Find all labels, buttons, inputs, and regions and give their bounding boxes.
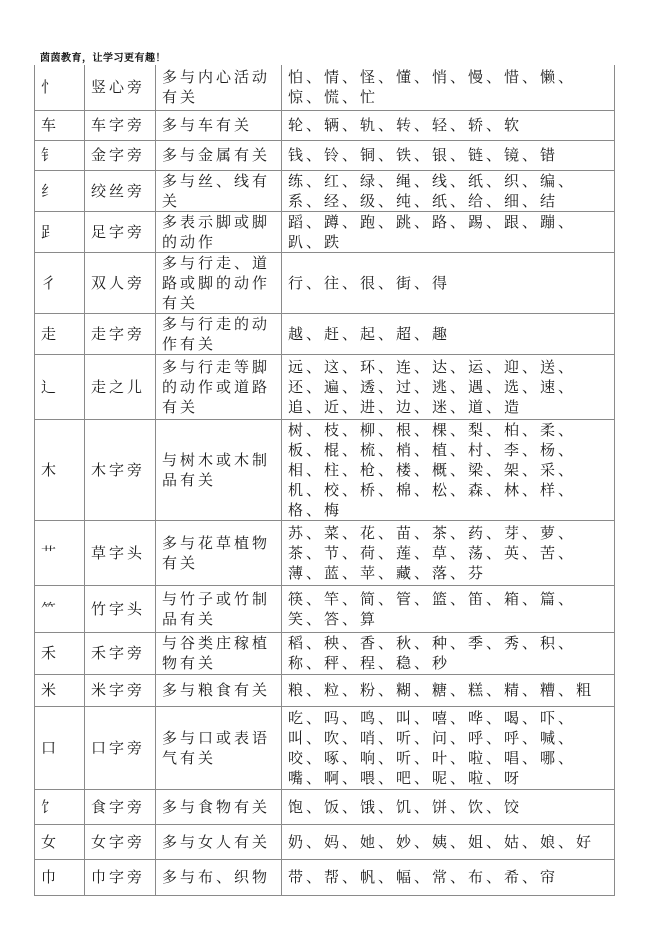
meaning-cell: 与树木或木制品有关 — [156, 419, 282, 520]
radical-cell: 饣 — [35, 789, 85, 824]
table-row — [35, 859, 615, 895]
table-row — [35, 313, 615, 354]
examples-text: 带、帮、帆、幅、常、布、希、帘 — [288, 868, 559, 886]
examples-cell — [282, 674, 615, 706]
examples-text: 饱、饭、饿、饥、饼、饮、饺 — [288, 797, 523, 816]
examples-text: 怕、情、怪、懂、悄、慢、惜、懒、惊、慌、忙 — [288, 68, 577, 107]
meaning-cell: 多与丝、线有关 — [156, 170, 282, 211]
radical-name-cell: 走之儿 — [85, 354, 156, 419]
radical-name-cell: 双人旁 — [85, 252, 156, 313]
table-row — [35, 170, 615, 211]
radical-cell: 纟 — [35, 170, 85, 211]
radical-cell: 辶 — [35, 354, 85, 419]
meaning-cell: 多与内心活动有关 — [156, 65, 282, 110]
table-row — [35, 824, 615, 859]
radical-name-cell: 米字旁 — [85, 674, 156, 706]
radical-cell: 艹 — [35, 520, 85, 585]
examples-text: 越、赶、起、超、趣 — [288, 324, 451, 343]
examples-cell — [282, 65, 615, 110]
radical-name-cell: 草字头 — [85, 520, 156, 585]
examples-text: 行、往、很、街、得 — [288, 273, 451, 292]
examples-text: 筷、竿、简、管、篮、笛、箱、篇、笑、答、算 — [288, 589, 577, 628]
table-row — [35, 140, 615, 170]
radical-name-cell: 金字旁 — [85, 140, 156, 170]
table-row — [35, 520, 615, 585]
radical-name-cell: 绞丝旁 — [85, 170, 156, 211]
radical-cell: 车 — [35, 110, 85, 140]
examples-text: 钱、铃、铜、铁、银、链、镜、错 — [288, 146, 559, 164]
examples-text: 吃、吗、鸣、叫、嘻、哗、喝、吓、叫、吹、哨、听、问、呼、呼、喊、咬、啄、响、听、叶、啦、唱、哪、嘴、啊、喂、吧、呢、啦、呀 — [288, 708, 577, 787]
radical-name-cell: 木字旁 — [85, 419, 156, 520]
examples-cell — [282, 789, 615, 824]
meaning-cell: 多与花草植物有关 — [156, 520, 282, 585]
meaning-cell: 多与布、织物 — [156, 859, 282, 895]
examples-text: 蹈、蹲、跑、跳、路、踢、跟、蹦、趴、跌 — [288, 212, 577, 251]
examples-cell — [282, 140, 615, 170]
examples-cell — [282, 520, 615, 585]
meaning-cell: 多与口或表语气有关 — [156, 706, 282, 789]
examples-text: 稻、秧、香、秋、种、季、秀、积、称、秤、程、稳、秒 — [288, 634, 577, 672]
examples-text: 练、红、绿、绳、线、纸、织、编、系、经、级、纯、纸、给、细、结 — [288, 171, 577, 210]
meaning-cell: 与竹子或竹制品有关 — [156, 585, 282, 632]
examples-text: 奶、妈、她、妙、姨、姐、姑、娘、好 — [288, 832, 595, 851]
meaning-cell: 多与行走的动作有关 — [156, 313, 282, 354]
examples-cell — [282, 859, 615, 895]
radical-name-cell: 禾字旁 — [85, 632, 156, 674]
examples-text: 轮、辆、轨、转、轻、轿、软 — [288, 116, 523, 134]
examples-cell — [282, 824, 615, 859]
radical-cell: 彳 — [35, 252, 85, 313]
examples-cell — [282, 110, 615, 140]
meaning-cell: 多表示脚或脚的动作 — [156, 211, 282, 252]
radical-cell: 女 — [35, 824, 85, 859]
radical-cell: 口 — [35, 706, 85, 789]
radical-cell: 走 — [35, 313, 85, 354]
radical-name-cell: 走字旁 — [85, 313, 156, 354]
table-row — [35, 632, 615, 674]
table-row — [35, 110, 615, 140]
examples-cell — [282, 354, 615, 419]
examples-cell — [282, 706, 615, 789]
radical-name-cell: 竹字头 — [85, 585, 156, 632]
table-row — [35, 585, 615, 632]
examples-text: 树、枝、柳、根、棵、梨、柏、柔、板、棍、梳、梢、植、村、李、杨、相、柱、枪、楼、概、梁、架、采、机、校、桥、棉、松、森、林、样、格、梅 — [288, 420, 577, 519]
meaning-cell: 多与粮食有关 — [156, 674, 282, 706]
examples-cell — [282, 585, 615, 632]
meaning-cell: 多与食物有关 — [156, 789, 282, 824]
table-row — [35, 419, 615, 520]
radicals-table — [34, 65, 615, 896]
radical-cell: 米 — [35, 674, 85, 706]
radical-cell: 𧾷 — [35, 211, 85, 252]
page-header: 茵茵教育，让学习更有趣！ — [40, 53, 166, 64]
table-row — [35, 211, 615, 252]
meaning-cell: 多与车有关 — [156, 110, 282, 140]
radical-cell: 忄 — [35, 65, 85, 110]
examples-cell — [282, 632, 615, 674]
meaning-cell: 多与行走等脚的动作或道路有关 — [156, 354, 282, 419]
meaning-cell: 与谷类庄稼植物有关 — [156, 632, 282, 674]
radical-name-cell: 车字旁 — [85, 110, 156, 140]
radical-cell: 巾 — [35, 859, 85, 895]
radical-name-cell: 女字旁 — [85, 824, 156, 859]
examples-cell — [282, 170, 615, 211]
radical-cell: 木 — [35, 419, 85, 520]
table-row — [35, 789, 615, 824]
radical-cell: 钅 — [35, 140, 85, 170]
table-row — [35, 706, 615, 789]
radical-name-cell: 巾字旁 — [85, 859, 156, 895]
radical-name-cell: 食字旁 — [85, 789, 156, 824]
examples-text: 粮、粒、粉、糊、糖、糕、精、糟、粗 — [288, 681, 595, 699]
radical-cell: ⺮ — [35, 585, 85, 632]
examples-cell — [282, 252, 615, 313]
table-row — [35, 252, 615, 313]
radical-name-cell: 竖心旁 — [85, 65, 156, 110]
examples-cell — [282, 313, 615, 354]
radical-name-cell: 口字旁 — [85, 706, 156, 789]
examples-text: 苏、菜、花、苗、茶、药、芽、萝、茶、节、荷、莲、草、荡、英、苦、薄、蓝、苹、藏、落、芬 — [288, 523, 577, 582]
meaning-cell: 多与金属有关 — [156, 140, 282, 170]
examples-cell — [282, 419, 615, 520]
meaning-cell: 多与女人有关 — [156, 824, 282, 859]
table-row — [35, 354, 615, 419]
table-row — [35, 674, 615, 706]
radical-cell: 禾 — [35, 632, 85, 674]
examples-cell — [282, 211, 615, 252]
table-row — [35, 65, 615, 110]
examples-text: 远、这、环、连、达、运、迎、送、还、遍、透、过、逃、遇、选、速、追、近、进、边、迷、道、造 — [288, 357, 577, 416]
radical-name-cell: 足字旁 — [85, 211, 156, 252]
meaning-cell: 多与行走、道路或脚的动作有关 — [156, 252, 282, 313]
